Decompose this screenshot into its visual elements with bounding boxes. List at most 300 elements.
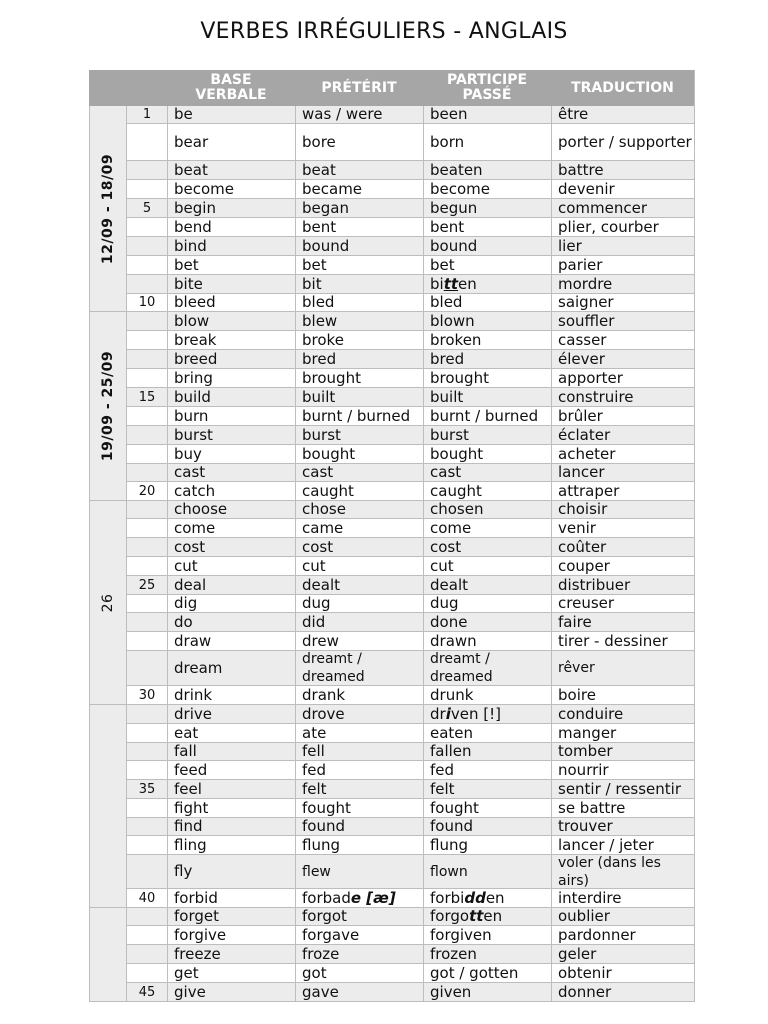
translation-cell: souffler bbox=[551, 312, 695, 330]
translation-cell: plier, courber bbox=[551, 218, 695, 236]
base-verb-cell: give bbox=[167, 983, 295, 1001]
table-row bbox=[126, 519, 695, 538]
base-verb-cell: feed bbox=[167, 761, 295, 779]
translation-cell: apporter bbox=[551, 369, 695, 387]
translation-cell: être bbox=[551, 106, 695, 123]
participle-cell bbox=[423, 275, 551, 293]
table-row bbox=[126, 576, 695, 595]
base-verb-cell: drink bbox=[167, 686, 295, 704]
row-number: 15 bbox=[126, 388, 167, 406]
participle-cell: given bbox=[423, 983, 551, 1001]
preterit-cell: forgave bbox=[295, 926, 423, 944]
preterit-cell: caught bbox=[295, 482, 423, 500]
row-number bbox=[126, 501, 167, 518]
participle-cell: forgiven bbox=[423, 926, 551, 944]
table-row bbox=[126, 538, 695, 557]
base-verb-cell: forget bbox=[167, 908, 295, 925]
base-verb-cell: become bbox=[167, 180, 295, 198]
base-verb-cell: begin bbox=[167, 199, 295, 217]
table-row bbox=[126, 595, 695, 613]
participle-cell: chosen bbox=[423, 501, 551, 518]
base-verb-cell: build bbox=[167, 388, 295, 406]
preterit-cell: drank bbox=[295, 686, 423, 704]
preterit-cell: cost bbox=[295, 538, 423, 556]
row-number: 40 bbox=[126, 889, 167, 907]
translation-cell: choisir bbox=[551, 501, 695, 518]
translation-cell: casser bbox=[551, 331, 695, 349]
translation-cell: interdire bbox=[551, 889, 695, 907]
table-row bbox=[126, 743, 695, 761]
translation-cell: devenir bbox=[551, 180, 695, 198]
base-verb-cell: burn bbox=[167, 407, 295, 425]
preterit-cell: became bbox=[295, 180, 423, 198]
base-verb-cell: get bbox=[167, 964, 295, 982]
participle-cell: burst bbox=[423, 426, 551, 444]
translation-cell: commencer bbox=[551, 199, 695, 217]
participle-cell: felt bbox=[423, 780, 551, 798]
translation-cell: lancer / jeter bbox=[551, 836, 695, 854]
base-verb-cell: feel bbox=[167, 780, 295, 798]
participle-cell: eaten bbox=[423, 724, 551, 742]
preterit-cell: blew bbox=[295, 312, 423, 330]
pp-text-end: ven [!] bbox=[450, 705, 501, 723]
table-row bbox=[126, 855, 695, 889]
translation-cell: rêver bbox=[551, 651, 695, 685]
translation-cell: pardonner bbox=[551, 926, 695, 944]
translation-cell: élever bbox=[551, 350, 695, 368]
base-verb-cell: cast bbox=[167, 464, 295, 481]
base-verb-cell: buy bbox=[167, 445, 295, 463]
header-base: BASE VERBALE bbox=[195, 72, 267, 103]
translation-cell: construire bbox=[551, 388, 695, 406]
pp-highlight: dd bbox=[464, 889, 486, 907]
table-row bbox=[126, 926, 695, 945]
translation-cell: obtenir bbox=[551, 964, 695, 982]
table-row bbox=[126, 161, 695, 180]
translation-cell: geler bbox=[551, 945, 695, 963]
preterit-cell: cast bbox=[295, 464, 423, 481]
translation-cell: tomber bbox=[551, 743, 695, 760]
base-verb-cell: bite bbox=[167, 275, 295, 293]
table-row bbox=[126, 464, 695, 482]
row-number bbox=[126, 761, 167, 779]
translation-cell: couper bbox=[551, 557, 695, 575]
preterit-cell: bled bbox=[295, 294, 423, 311]
table-row bbox=[126, 557, 695, 576]
table-row bbox=[126, 686, 695, 705]
base-verb-cell: find bbox=[167, 818, 295, 835]
row-number bbox=[126, 218, 167, 236]
participle-cell: frozen bbox=[423, 945, 551, 963]
row-number bbox=[126, 799, 167, 817]
participle-cell: been bbox=[423, 106, 551, 123]
row-number: 30 bbox=[126, 686, 167, 704]
base-verb-cell: fall bbox=[167, 743, 295, 760]
base-verb-cell: fling bbox=[167, 836, 295, 854]
table-row bbox=[126, 632, 695, 651]
base-verb-cell: come bbox=[167, 519, 295, 537]
preterit-cell: fed bbox=[295, 761, 423, 779]
preterit-cell: broke bbox=[295, 331, 423, 349]
table-row bbox=[126, 388, 695, 407]
base-verb-cell: beat bbox=[167, 161, 295, 179]
participle-cell: blown bbox=[423, 312, 551, 330]
pret-text-start: forbad bbox=[302, 889, 351, 907]
header-group bbox=[89, 70, 126, 106]
row-number: 1 bbox=[126, 106, 167, 123]
table-body bbox=[89, 106, 695, 1002]
participle-cell: fallen bbox=[423, 743, 551, 760]
table-row bbox=[126, 294, 695, 312]
table-row bbox=[126, 312, 695, 331]
table-row bbox=[126, 482, 695, 501]
base-verb-cell: eat bbox=[167, 724, 295, 742]
table-row bbox=[126, 237, 695, 256]
week-label: 26 bbox=[100, 593, 116, 612]
base-verb-cell: forgive bbox=[167, 926, 295, 944]
participle-cell: flung bbox=[423, 836, 551, 854]
row-number bbox=[126, 237, 167, 255]
participle-cell: cut bbox=[423, 557, 551, 575]
preterit-cell: drove bbox=[295, 705, 423, 723]
translation-cell: conduire bbox=[551, 705, 695, 723]
base-verb-cell: choose bbox=[167, 501, 295, 518]
participle-cell bbox=[423, 889, 551, 907]
preterit-cell: beat bbox=[295, 161, 423, 179]
participle-cell: cost bbox=[423, 538, 551, 556]
preterit-cell: bore bbox=[295, 124, 423, 160]
participle-cell: caught bbox=[423, 482, 551, 500]
translation-cell: parier bbox=[551, 256, 695, 274]
row-number bbox=[126, 124, 167, 160]
week-label-cell bbox=[89, 106, 126, 312]
translation-cell: tirer - dessiner bbox=[551, 632, 695, 650]
pp-text-end: en bbox=[485, 889, 505, 907]
translation-cell: mordre bbox=[551, 275, 695, 293]
table-row bbox=[126, 964, 695, 983]
table-row bbox=[126, 275, 695, 294]
base-verb-cell: burst bbox=[167, 426, 295, 444]
translation-cell: attraper bbox=[551, 482, 695, 500]
participle-cell: found bbox=[423, 818, 551, 835]
row-number bbox=[126, 180, 167, 198]
base-verb-cell: draw bbox=[167, 632, 295, 650]
participle-cell bbox=[423, 705, 551, 723]
participle-cell: fed bbox=[423, 761, 551, 779]
translation-cell: brûler bbox=[551, 407, 695, 425]
participle-cell: brought bbox=[423, 369, 551, 387]
header-translation: TRADUCTION bbox=[551, 70, 695, 106]
preterit-cell: found bbox=[295, 818, 423, 835]
week-group bbox=[89, 312, 695, 501]
base-verb-cell: cut bbox=[167, 557, 295, 575]
row-number bbox=[126, 632, 167, 650]
preterit-cell bbox=[295, 889, 423, 907]
header-participle: PARTICIPE PASSÉ bbox=[446, 72, 528, 103]
week-label: 12/09 - 18/09 bbox=[100, 153, 116, 264]
week-label: 19/09 - 25/09 bbox=[100, 350, 116, 462]
participle-cell: burnt / burned bbox=[423, 407, 551, 425]
pp-text-start: bi bbox=[430, 275, 444, 293]
base-verb-cell: drive bbox=[167, 705, 295, 723]
table-row bbox=[126, 799, 695, 818]
participle-cell: bought bbox=[423, 445, 551, 463]
participle-cell: fought bbox=[423, 799, 551, 817]
participle-cell: got / gotten bbox=[423, 964, 551, 982]
participle-cell: done bbox=[423, 613, 551, 631]
translation-cell: faire bbox=[551, 613, 695, 631]
table-row bbox=[126, 780, 695, 799]
preterit-cell: was / were bbox=[295, 106, 423, 123]
participle-cell: bound bbox=[423, 237, 551, 255]
row-number bbox=[126, 908, 167, 925]
preterit-cell: chose bbox=[295, 501, 423, 518]
row-number: 20 bbox=[126, 482, 167, 500]
translation-cell: trouver bbox=[551, 818, 695, 835]
preterit-cell: bet bbox=[295, 256, 423, 274]
week-group bbox=[89, 908, 695, 1002]
base-verb-cell: blow bbox=[167, 312, 295, 330]
row-number bbox=[126, 275, 167, 293]
translation-cell: saigner bbox=[551, 294, 695, 311]
preterit-cell: built bbox=[295, 388, 423, 406]
row-number: 10 bbox=[126, 294, 167, 311]
table-row bbox=[126, 256, 695, 275]
row-number bbox=[126, 312, 167, 330]
preterit-cell: did bbox=[295, 613, 423, 631]
participle-cell: begun bbox=[423, 199, 551, 217]
table-row bbox=[126, 889, 695, 908]
table-row bbox=[126, 818, 695, 836]
table-row bbox=[126, 369, 695, 388]
base-verb-cell: bear bbox=[167, 124, 295, 160]
preterit-cell: dreamt / dreamed bbox=[295, 651, 423, 685]
table-row bbox=[126, 613, 695, 632]
row-number bbox=[126, 595, 167, 612]
row-number bbox=[126, 724, 167, 742]
preterit-cell: flew bbox=[295, 855, 423, 888]
participle-cell: dealt bbox=[423, 576, 551, 594]
preterit-cell: bit bbox=[295, 275, 423, 293]
base-verb-cell: bet bbox=[167, 256, 295, 274]
translation-cell: coûter bbox=[551, 538, 695, 556]
participle-cell: drunk bbox=[423, 686, 551, 704]
preterit-cell: cut bbox=[295, 557, 423, 575]
table-row bbox=[126, 945, 695, 964]
week-label-cell bbox=[89, 705, 126, 908]
week-label-cell bbox=[89, 908, 126, 1002]
preterit-cell: dug bbox=[295, 595, 423, 612]
week-label-cell bbox=[89, 501, 126, 705]
preterit-cell: began bbox=[295, 199, 423, 217]
preterit-cell: dealt bbox=[295, 576, 423, 594]
table-row bbox=[126, 407, 695, 426]
preterit-cell: came bbox=[295, 519, 423, 537]
base-verb-cell: breed bbox=[167, 350, 295, 368]
table-header bbox=[89, 70, 695, 106]
base-verb-cell: cost bbox=[167, 538, 295, 556]
row-number bbox=[126, 818, 167, 835]
participle-cell: broken bbox=[423, 331, 551, 349]
row-number bbox=[126, 743, 167, 760]
participle-cell: beaten bbox=[423, 161, 551, 179]
translation-cell: éclater bbox=[551, 426, 695, 444]
translation-cell: acheter bbox=[551, 445, 695, 463]
table-row bbox=[126, 836, 695, 855]
translation-cell: boire bbox=[551, 686, 695, 704]
preterit-cell: drew bbox=[295, 632, 423, 650]
table-row bbox=[126, 983, 695, 1002]
translation-cell: donner bbox=[551, 983, 695, 1001]
pp-text-start: forgo bbox=[430, 908, 470, 925]
preterit-cell: gave bbox=[295, 983, 423, 1001]
row-number bbox=[126, 836, 167, 854]
week-group bbox=[89, 501, 695, 705]
table-row bbox=[126, 426, 695, 445]
preterit-cell: bred bbox=[295, 350, 423, 368]
table-row bbox=[126, 331, 695, 350]
translation-cell: sentir / ressentir bbox=[551, 780, 695, 798]
preterit-cell: fought bbox=[295, 799, 423, 817]
participle-cell: cast bbox=[423, 464, 551, 481]
week-group bbox=[89, 106, 695, 312]
preterit-cell: bound bbox=[295, 237, 423, 255]
participle-cell: bent bbox=[423, 218, 551, 236]
row-number: 5 bbox=[126, 199, 167, 217]
preterit-cell: forgot bbox=[295, 908, 423, 925]
participle-cell: dug bbox=[423, 595, 551, 612]
table-row bbox=[126, 350, 695, 369]
pp-text-end: en bbox=[458, 275, 477, 293]
preterit-cell: bent bbox=[295, 218, 423, 236]
pp-text-start: forbi bbox=[430, 889, 465, 907]
row-number: 45 bbox=[126, 983, 167, 1001]
row-number bbox=[126, 331, 167, 349]
base-verb-cell: deal bbox=[167, 576, 295, 594]
translation-cell: manger bbox=[551, 724, 695, 742]
translation-cell: se battre bbox=[551, 799, 695, 817]
table-row bbox=[126, 106, 695, 124]
row-number bbox=[126, 445, 167, 463]
preterit-cell: burst bbox=[295, 426, 423, 444]
base-verb-cell: do bbox=[167, 613, 295, 631]
row-number: 25 bbox=[126, 576, 167, 594]
participle-cell: bred bbox=[423, 350, 551, 368]
preterit-cell: fell bbox=[295, 743, 423, 760]
translation-cell: voler (dans les airs) bbox=[551, 855, 695, 888]
base-verb-cell: bend bbox=[167, 218, 295, 236]
base-verb-cell: forbid bbox=[167, 889, 295, 907]
row-number bbox=[126, 705, 167, 723]
pp-text-start: dr bbox=[430, 705, 446, 723]
pp-text-end: en bbox=[483, 908, 503, 925]
week-label-cell bbox=[89, 312, 126, 501]
preterit-cell: froze bbox=[295, 945, 423, 963]
table-row bbox=[126, 124, 695, 161]
table-row bbox=[126, 501, 695, 519]
row-number bbox=[126, 926, 167, 944]
base-verb-cell: fly bbox=[167, 855, 295, 888]
row-number bbox=[126, 369, 167, 387]
translation-cell: nourrir bbox=[551, 761, 695, 779]
base-verb-cell: catch bbox=[167, 482, 295, 500]
participle-cell bbox=[423, 908, 551, 925]
participle-cell: born bbox=[423, 124, 551, 160]
row-number: 35 bbox=[126, 780, 167, 798]
row-number bbox=[126, 426, 167, 444]
base-verb-cell: dig bbox=[167, 595, 295, 612]
preterit-cell: felt bbox=[295, 780, 423, 798]
row-number bbox=[126, 519, 167, 537]
translation-cell: porter / supporter bbox=[551, 124, 695, 160]
translation-cell: lier bbox=[551, 237, 695, 255]
row-number bbox=[126, 557, 167, 575]
pp-highlight: tt bbox=[469, 908, 484, 925]
table-row bbox=[126, 705, 695, 724]
participle-cell: bet bbox=[423, 256, 551, 274]
header-number bbox=[126, 70, 167, 106]
base-verb-cell: bring bbox=[167, 369, 295, 387]
row-number bbox=[126, 964, 167, 982]
participle-cell: become bbox=[423, 180, 551, 198]
translation-cell: venir bbox=[551, 519, 695, 537]
row-number bbox=[126, 538, 167, 556]
row-number bbox=[126, 855, 167, 888]
row-number bbox=[126, 350, 167, 368]
row-number bbox=[126, 256, 167, 274]
preterit-cell: got bbox=[295, 964, 423, 982]
table-row bbox=[126, 180, 695, 199]
header-preterit: PRÉTÉRIT bbox=[321, 79, 397, 96]
base-verb-cell: fight bbox=[167, 799, 295, 817]
table-row bbox=[126, 445, 695, 464]
table-row bbox=[126, 199, 695, 218]
row-number bbox=[126, 407, 167, 425]
translation-cell: oublier bbox=[551, 908, 695, 925]
preterit-cell: bought bbox=[295, 445, 423, 463]
table-row bbox=[126, 651, 695, 686]
translation-cell: battre bbox=[551, 161, 695, 179]
row-number bbox=[126, 651, 167, 685]
participle-cell: bled bbox=[423, 294, 551, 311]
preterit-cell: brought bbox=[295, 369, 423, 387]
pp-highlight: tt bbox=[443, 275, 459, 293]
pret-highlight: e [æ] bbox=[350, 889, 396, 907]
pp-highlight: i bbox=[445, 705, 451, 723]
preterit-cell: ate bbox=[295, 724, 423, 742]
table-row bbox=[126, 761, 695, 780]
week-group bbox=[89, 705, 695, 908]
table-row bbox=[126, 218, 695, 237]
base-verb-cell: bleed bbox=[167, 294, 295, 311]
translation-cell: creuser bbox=[551, 595, 695, 612]
participle-cell: come bbox=[423, 519, 551, 537]
base-verb-cell: dream bbox=[167, 651, 295, 685]
preterit-cell: flung bbox=[295, 836, 423, 854]
participle-cell: flown bbox=[423, 855, 551, 888]
table-row bbox=[126, 724, 695, 743]
verb-table bbox=[89, 70, 695, 1002]
translation-cell: distribuer bbox=[551, 576, 695, 594]
row-number bbox=[126, 464, 167, 481]
page-title: VERBES IRRÉGULIERS - ANGLAIS bbox=[200, 19, 568, 44]
base-verb-cell: bind bbox=[167, 237, 295, 255]
participle-cell: built bbox=[423, 388, 551, 406]
base-verb-cell: freeze bbox=[167, 945, 295, 963]
base-verb-cell: be bbox=[167, 106, 295, 123]
row-number bbox=[126, 613, 167, 631]
participle-cell: dreamt / dreamed bbox=[423, 651, 551, 685]
